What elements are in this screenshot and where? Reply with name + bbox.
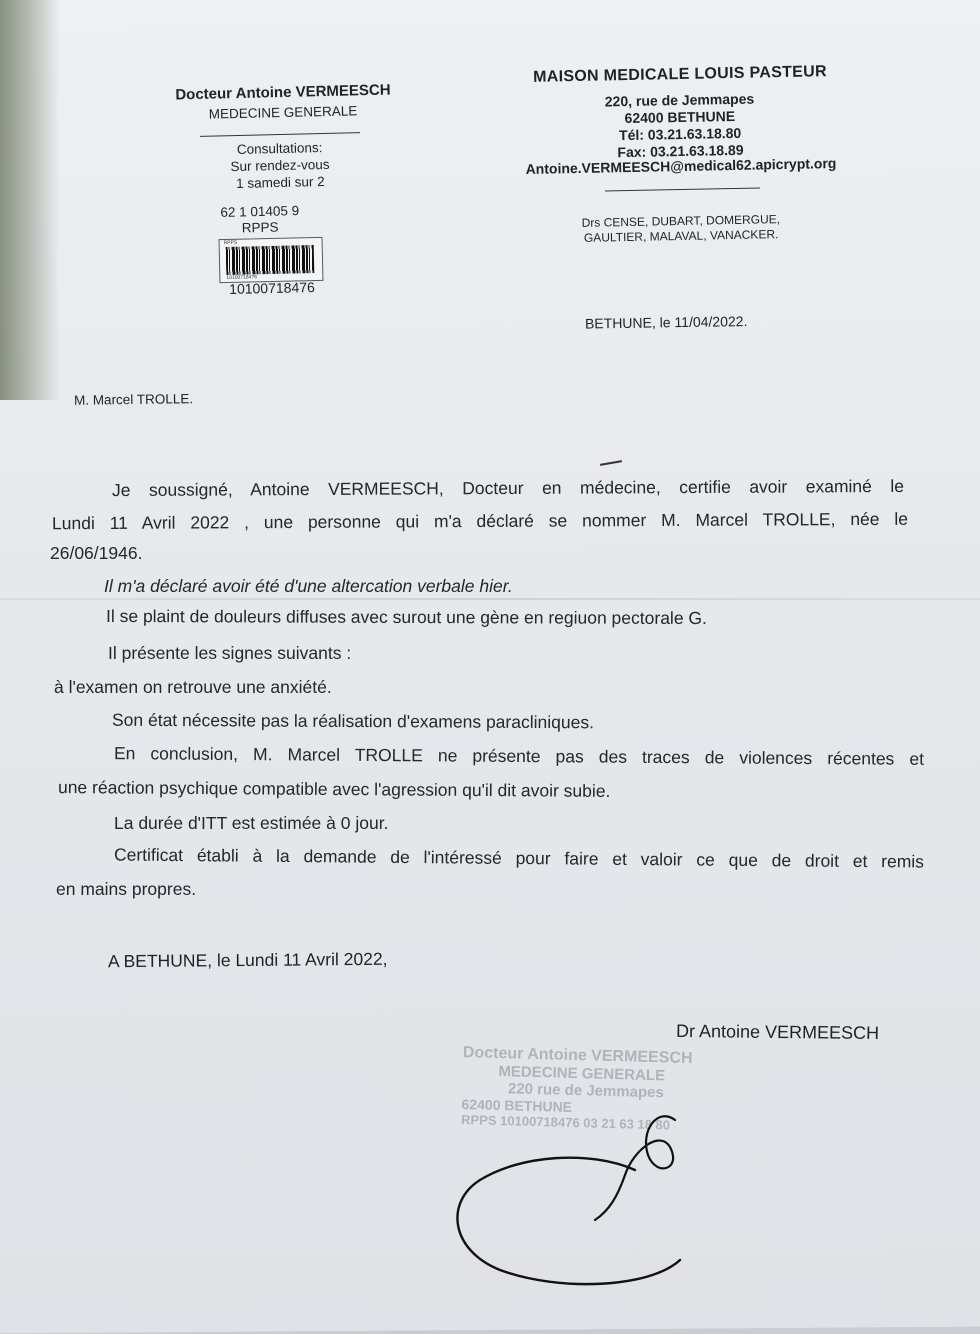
body-p9-line1: Certificat établi à la demande de l'intéressé pour faire et valoir ce que de droit et remis [113, 844, 925, 872]
practice-email: Antoine.VERMEESCH@medical62.apicrypt.org [525, 155, 837, 177]
body-p4: Il présente les signes suivants : [108, 643, 352, 663]
body-p6: Son état nécessite pas la réalisation d'examens paracliniques. [111, 709, 595, 733]
stamp-line: RPPS 10100718476 03 21 63 18 80 [460, 1112, 671, 1133]
body-p7-line2: une réaction psychique compatible avec l'agression qu'il dit avoir subie. [57, 777, 611, 801]
doctor-id-block [205, 203, 316, 237]
practice-address [559, 90, 800, 163]
doctors-line: Drs CENSE, DUBART, DOMERGUE, [581, 212, 781, 230]
fax-line: Fax: 03.21.63.18.89 [617, 141, 744, 161]
divider [605, 188, 760, 192]
rpps-number: 10100718476 [229, 279, 315, 297]
consultation-hours [204, 138, 355, 192]
address-line: 220, rue de Jemmapes [604, 90, 755, 110]
body-p2: Il m'a déclaré avoir été d'une altercation verbale hier. [104, 576, 513, 596]
practice-doctors [565, 212, 798, 246]
body-p7-line1: En conclusion, M. Marcel TROLLE ne présente pas des traces de violences récentes et [113, 743, 925, 769]
address-line: 62400 BETHUNE [624, 107, 736, 127]
doctor-id-number: 62 1 01405 9 [220, 203, 300, 220]
closing-date: A BETHUNE, le Lundi 11 Avril 2022, [107, 948, 388, 972]
phone-line: Tél: 03.21.63.18.80 [618, 124, 742, 144]
doctor-specialty: MEDECINE GENERALE [208, 103, 358, 122]
body-p5: à l'examen on retrouve une anxiété. [54, 677, 332, 697]
body-p1-line1: Je soussigné, Antoine VERMEESCH, Docteur en médecine, certifie avoir examiné le [111, 475, 905, 501]
doctor-name: Docteur Antoine VERMEESCH [175, 81, 391, 104]
recipient: M. Marcel TROLLE. [73, 391, 194, 408]
body-p1-line3: 26/06/1946. [50, 543, 143, 563]
stamp-line: 220 rue de Jemmapes [507, 1080, 665, 1102]
rpps-label: RPPS [241, 219, 279, 236]
header-date: BETHUNE, le 11/04/2022. [584, 313, 748, 332]
stamp-line: MEDECINE GENERALE [498, 1063, 666, 1085]
consultation-line: Consultations: [236, 140, 323, 157]
body-p8: La durée d'ITT est estimée à 0 jour. [114, 813, 389, 833]
consultation-line: 1 samedi sur 2 [235, 173, 325, 191]
consultation-line: Sur rendez-vous [230, 156, 330, 175]
practice-name: MAISON MEDICALE LOUIS PASTEUR [532, 63, 828, 86]
stamp-line: 62400 BETHUNE [461, 1096, 573, 1115]
barcode-bars [226, 245, 315, 275]
body-p9-line2: en mains propres. [56, 879, 197, 899]
body-p1-line2: Lundi 11 Avril 2022 , une personne qui m'a déclaré se nommer M. Marcel TROLLE, née le [51, 508, 909, 534]
signer-name: Dr Antoine VERMEESCH [675, 1020, 880, 1044]
divider [200, 132, 360, 137]
handwritten-signature [440, 1110, 690, 1300]
pen-mark [600, 460, 622, 466]
body-p3: Il se plaint de douleurs diffuses avec surout une gène en regiuon pectorale G. [105, 605, 707, 629]
rpps-barcode [219, 237, 324, 283]
doctors-line: GAULTIER, MALAVAL, VANACKER. [583, 227, 779, 245]
barcode-small-number: 10100718476 [226, 274, 258, 282]
barcode-label: RPPS [223, 239, 238, 247]
stamp-line: Docteur Antoine VERMEESCH [462, 1044, 693, 1068]
